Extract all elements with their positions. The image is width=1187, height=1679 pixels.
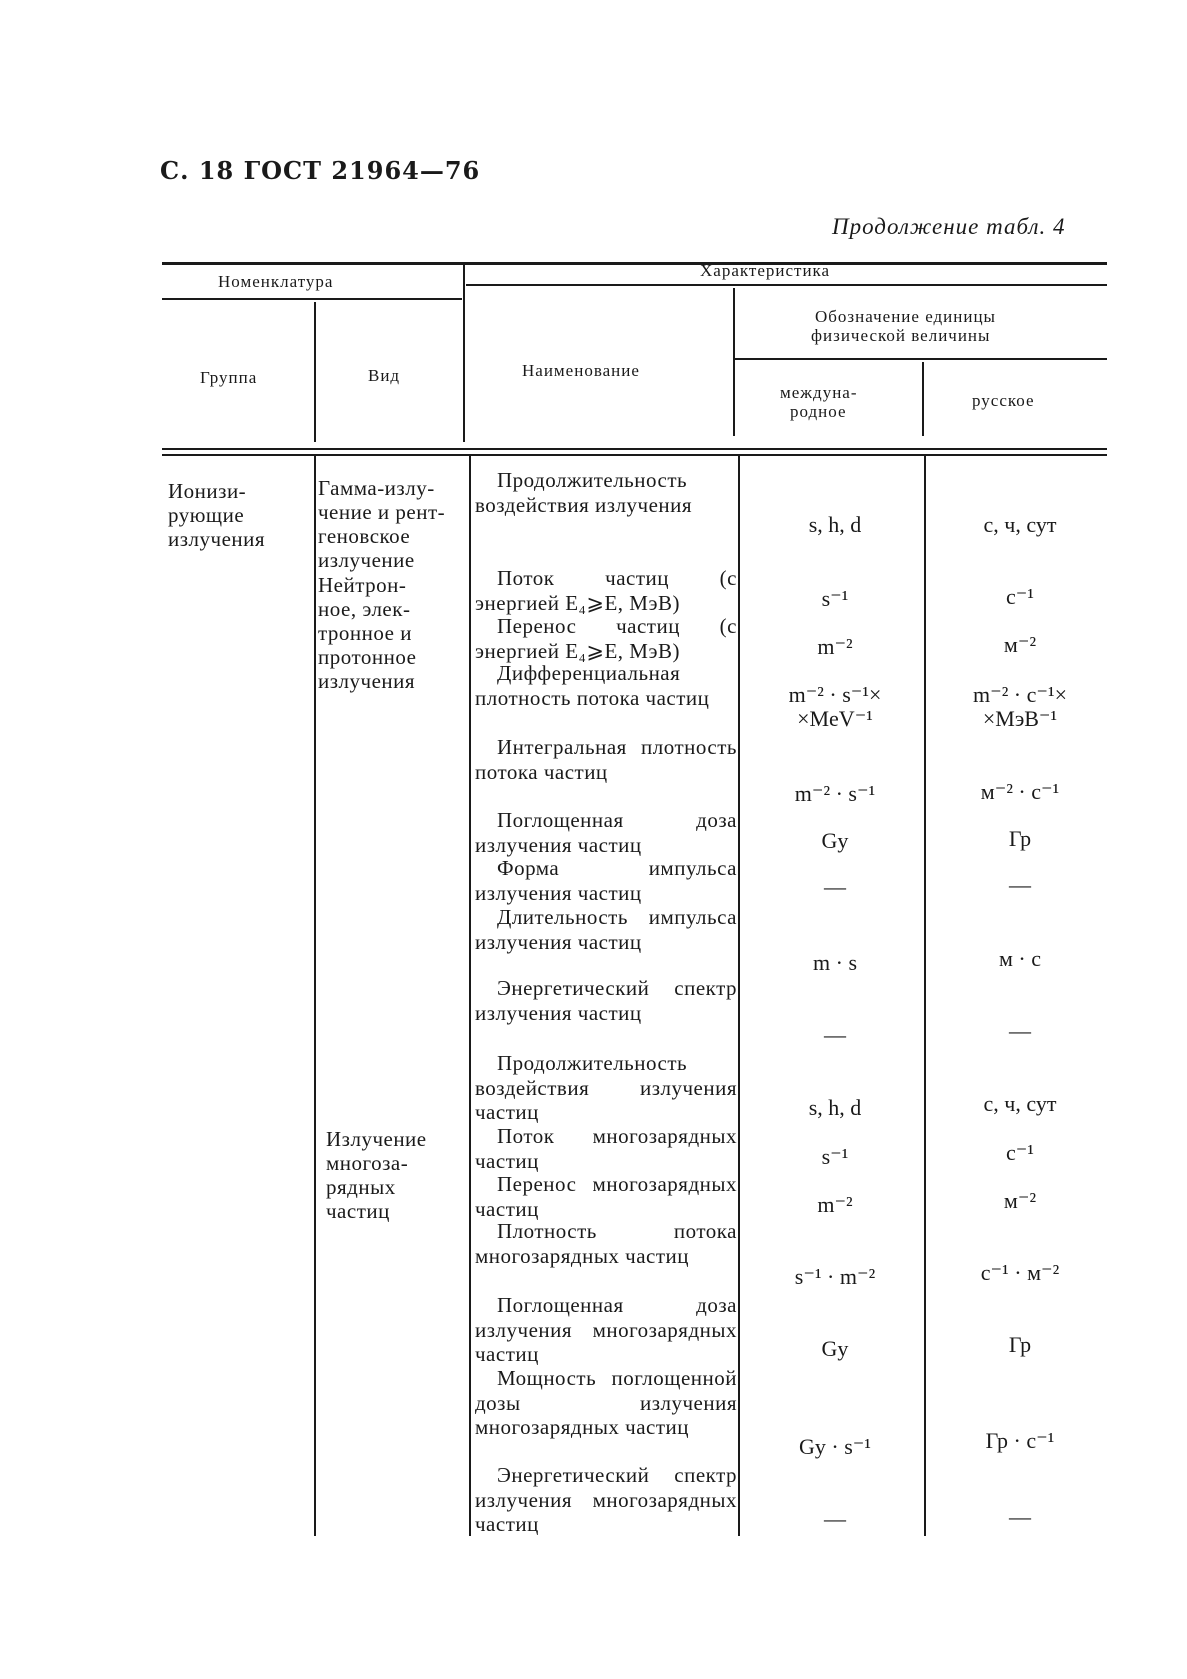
unit-designation-rule: [735, 358, 1107, 360]
unit-international: s⁻¹: [821, 586, 849, 611]
row-name: Поток многозарядных частиц: [475, 1124, 737, 1173]
unit-russian: Гр · с⁻¹: [985, 1428, 1055, 1453]
type-neutron-line2: ное, элек-: [318, 597, 411, 621]
unit-international: Gy: [821, 828, 849, 853]
type-multi-line2: многоза-: [326, 1151, 409, 1175]
type-gamma-line4: излучение: [318, 548, 415, 572]
unit-international: s⁻¹: [821, 1144, 849, 1169]
unit-russian: м⁻² · с⁻¹: [980, 779, 1060, 804]
unit-russian: m⁻² · c⁻¹×: [972, 682, 1068, 707]
unit-international: ×MeV⁻¹: [797, 706, 873, 731]
group-label-line2: рующие: [168, 503, 245, 527]
type-multi-line4: частиц: [326, 1199, 390, 1223]
continuation-label: Продолжение табл. 4: [832, 214, 1066, 239]
unit-russian: с⁻¹ · м⁻²: [980, 1260, 1060, 1285]
header-unit-designation-line1: Обозначение единицы: [815, 307, 996, 326]
unit-russian: с, ч, сут: [983, 1091, 1057, 1116]
header-unit-designation-line2: физической величины: [811, 326, 991, 345]
unit-international: m⁻²: [817, 1192, 853, 1217]
unit-russian: ×МэВ⁻¹: [982, 706, 1058, 731]
rule-name-units-header: [733, 288, 735, 436]
row-name: Форма импульса излучения частиц: [475, 856, 737, 905]
row-name: Интегральная плотность потока частиц: [475, 735, 737, 784]
unit-international: m⁻² · s⁻¹×: [788, 682, 882, 707]
unit-russian: м⁻²: [1003, 632, 1037, 657]
header-group: Группа: [200, 368, 258, 387]
row-name: Перенос частиц (с энергией E₄⩾E, МэВ): [475, 614, 737, 663]
unit-international: m · s: [813, 950, 857, 975]
group-label-line1: Ионизи-: [168, 479, 247, 503]
rule-type-name-header: [463, 264, 465, 442]
row-name: Мощность поглощенной дозы излучения многозарядных частиц: [475, 1366, 737, 1439]
rule-type-name-body: [469, 456, 471, 1536]
rule-intl-rus-body: [924, 456, 926, 1536]
header-international-line2: родное: [790, 402, 847, 421]
unit-international: s, h, d: [808, 1095, 862, 1120]
table-top-rule: [162, 262, 1107, 265]
rule-group-type-body: [314, 456, 316, 1536]
row-name: Продолжительность воздействия излучения частиц: [475, 1051, 737, 1124]
unit-international: —: [824, 1506, 846, 1531]
rule-group-type: [314, 302, 316, 442]
unit-russian: с⁻¹: [1006, 584, 1034, 609]
nomenclature-rule: [162, 298, 462, 300]
row-name: Длительность импульса излучения частиц: [475, 905, 737, 954]
rule-intl-rus-header: [922, 362, 924, 436]
header-bottom-rule-2: [162, 454, 1107, 456]
row-name: Энергетический спектр излучения многозарядных частиц: [475, 1463, 737, 1536]
type-gamma-line3: геновское: [318, 524, 411, 548]
type-neutron-line5: излучения: [318, 669, 416, 693]
unit-international: —: [824, 1022, 846, 1047]
unit-international: s⁻¹ · m⁻²: [794, 1264, 876, 1289]
unit-international: Gy: [821, 1336, 849, 1361]
unit-russian: Гр: [1008, 1332, 1032, 1357]
header-russian: русское: [972, 391, 1035, 410]
unit-russian: с⁻¹: [1006, 1140, 1034, 1165]
header-international-line1: междуна-: [780, 383, 858, 402]
unit-russian: м · с: [998, 946, 1041, 971]
type-multi-line3: рядных: [326, 1175, 396, 1199]
unit-international: —: [824, 874, 846, 899]
header-characteristic: Характеристика: [700, 261, 831, 280]
type-neutron-line3: тронное и: [318, 621, 412, 645]
page-header: С. 18 ГОСТ 21964—76: [160, 156, 481, 185]
row-name: Поток частиц (с энергией E₄⩾E, МэВ): [475, 566, 737, 615]
group-label-line3: излучения: [168, 527, 266, 551]
type-neutron-line4: протонное: [318, 645, 417, 669]
header-nomenclature: Номенклатура: [218, 272, 334, 291]
unit-russian: с, ч, сут: [983, 512, 1057, 537]
unit-russian: —: [1009, 1018, 1031, 1043]
unit-international: m⁻² · s⁻¹: [794, 781, 876, 806]
row-name: Энергетический спектр излучения частиц: [475, 976, 737, 1025]
row-name: Поглощенная доза излучения многозарядных частиц: [475, 1293, 737, 1366]
type-gamma-line2: чение и рент-: [318, 500, 446, 524]
rule-name-units-body: [738, 456, 740, 1536]
unit-international: m⁻²: [817, 634, 853, 659]
unit-russian: м⁻²: [1003, 1188, 1037, 1213]
row-name: Дифференциальная плотность потока частиц: [475, 661, 710, 710]
row-name: Поглощенная доза излучения частиц: [475, 808, 737, 857]
header-type: Вид: [368, 366, 401, 385]
row-name: Продолжительность воздействия излучения: [475, 468, 693, 517]
unit-russian: Гр: [1008, 826, 1032, 851]
unit-international: s, h, d: [808, 512, 862, 537]
type-neutron-line1: Нейтрон-: [318, 573, 407, 597]
unit-international: Gy · s⁻¹: [799, 1434, 871, 1459]
row-name: Плотность потока многозарядных частиц: [475, 1219, 737, 1268]
row-name: Перенос многозарядных частиц: [475, 1172, 737, 1221]
type-multi-line1: Излучение: [326, 1127, 427, 1151]
header-bottom-rule-1: [162, 448, 1107, 450]
header-name: Наименование: [522, 361, 640, 380]
unit-russian: —: [1009, 872, 1031, 897]
type-gamma-line1: Гамма-излу-: [318, 476, 435, 500]
characteristic-rule: [466, 284, 1107, 286]
unit-russian: —: [1009, 1504, 1031, 1529]
